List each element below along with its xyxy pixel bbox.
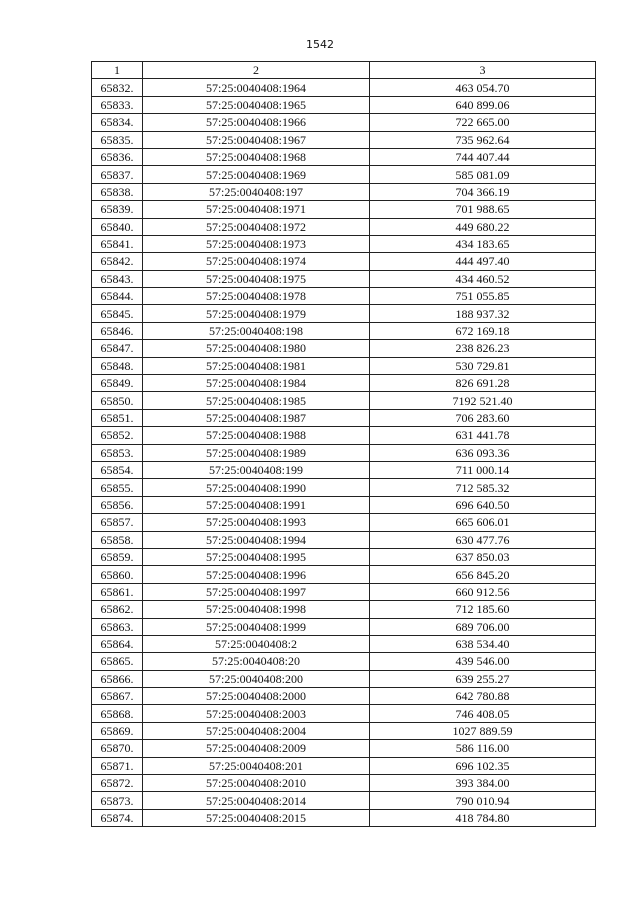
table-row (92, 809, 596, 826)
table-row (92, 322, 596, 339)
cadastral-number-cell: 57:25:0040408:1988 (143, 427, 370, 444)
value-cell: 790 010.94 (370, 792, 596, 809)
table-row (92, 635, 596, 652)
table-row (92, 375, 596, 392)
row-number-cell: 65856. (92, 496, 143, 513)
cadastral-number-cell: 57:25:0040408:1993 (143, 514, 370, 531)
cadastral-number-cell: 57:25:0040408:1980 (143, 340, 370, 357)
table-row (92, 775, 596, 792)
row-number-cell: 65849. (92, 375, 143, 392)
cadastral-number-cell: 57:25:0040408:1996 (143, 566, 370, 583)
cadastral-number-cell: 57:25:0040408:1984 (143, 375, 370, 392)
value-cell: 463 054.70 (370, 79, 596, 96)
row-number-cell: 65872. (92, 775, 143, 792)
table-row (92, 461, 596, 478)
cadastral-number-cell: 57:25:0040408:1998 (143, 601, 370, 618)
table-row (92, 496, 596, 513)
cadastral-number-cell: 57:25:0040408:1985 (143, 392, 370, 409)
value-cell: 735 962.64 (370, 131, 596, 148)
row-number-cell: 65840. (92, 218, 143, 235)
table-row (92, 148, 596, 165)
row-number-cell: 65871. (92, 757, 143, 774)
table-row (92, 653, 596, 670)
value-cell: 712 585.32 (370, 479, 596, 496)
cadastral-number-cell: 57:25:0040408:2015 (143, 809, 370, 826)
cadastral-number-cell: 57:25:0040408:1979 (143, 305, 370, 322)
value-cell: 642 780.88 (370, 688, 596, 705)
value-cell: 1027 889.59 (370, 722, 596, 739)
table-row (92, 183, 596, 200)
table-row (92, 566, 596, 583)
cadastral-number-cell: 57:25:0040408:199 (143, 461, 370, 478)
table-row (92, 392, 596, 409)
table-row (92, 409, 596, 426)
value-cell: 701 988.65 (370, 201, 596, 218)
cadastral-number-cell: 57:25:0040408:1965 (143, 96, 370, 113)
value-cell: 660 912.56 (370, 583, 596, 600)
value-cell: 704 366.19 (370, 183, 596, 200)
value-cell: 393 384.00 (370, 775, 596, 792)
cadastral-number-cell: 57:25:0040408:1987 (143, 409, 370, 426)
row-number-cell: 65836. (92, 148, 143, 165)
row-number-cell: 65853. (92, 444, 143, 461)
value-cell: 439 546.00 (370, 653, 596, 670)
row-number-cell: 65837. (92, 166, 143, 183)
row-number-cell: 65863. (92, 618, 143, 635)
cadastral-number-cell: 57:25:0040408:2004 (143, 722, 370, 739)
cadastral-number-cell: 57:25:0040408:198 (143, 322, 370, 339)
table-row (92, 444, 596, 461)
cadastral-number-cell: 57:25:0040408:2 (143, 635, 370, 652)
row-number-cell: 65862. (92, 601, 143, 618)
row-number-cell: 65859. (92, 548, 143, 565)
cadastral-number-cell: 57:25:0040408:1964 (143, 79, 370, 96)
value-cell: 656 845.20 (370, 566, 596, 583)
value-cell: 696 640.50 (370, 496, 596, 513)
row-number-cell: 65852. (92, 427, 143, 444)
row-number-cell: 65832. (92, 79, 143, 96)
table-row (92, 548, 596, 565)
cadastral-number-cell: 57:25:0040408:1994 (143, 531, 370, 548)
cadastral-number-cell: 57:25:0040408:1999 (143, 618, 370, 635)
table-row (92, 114, 596, 131)
column-header-3: 3 (370, 62, 596, 79)
cadastral-value-table (91, 61, 596, 827)
value-cell: 746 408.05 (370, 705, 596, 722)
value-cell: 744 407.44 (370, 148, 596, 165)
row-number-cell: 65842. (92, 253, 143, 270)
cadastral-number-cell: 57:25:0040408:1989 (143, 444, 370, 461)
cadastral-number-cell: 57:25:0040408:1995 (143, 548, 370, 565)
row-number-cell: 65844. (92, 288, 143, 305)
cadastral-number-cell: 57:25:0040408:1978 (143, 288, 370, 305)
row-number-cell: 65847. (92, 340, 143, 357)
cadastral-number-cell: 57:25:0040408:1971 (143, 201, 370, 218)
row-number-cell: 65858. (92, 531, 143, 548)
table-row (92, 201, 596, 218)
table-row (92, 235, 596, 252)
value-cell: 238 826.23 (370, 340, 596, 357)
table-row (92, 705, 596, 722)
cadastral-number-cell: 57:25:0040408:2009 (143, 740, 370, 757)
row-number-cell: 65869. (92, 722, 143, 739)
row-number-cell: 65861. (92, 583, 143, 600)
table-row (92, 722, 596, 739)
value-cell: 711 000.14 (370, 461, 596, 478)
cadastral-number-cell: 57:25:0040408:200 (143, 670, 370, 687)
value-cell: 585 081.09 (370, 166, 596, 183)
value-cell: 637 850.03 (370, 548, 596, 565)
row-number-cell: 65868. (92, 705, 143, 722)
value-cell: 7192 521.40 (370, 392, 596, 409)
table-row (92, 740, 596, 757)
cadastral-number-cell: 57:25:0040408:1997 (143, 583, 370, 600)
table-row (92, 757, 596, 774)
table-row (92, 479, 596, 496)
value-cell: 449 680.22 (370, 218, 596, 235)
row-number-cell: 65866. (92, 670, 143, 687)
row-number-cell: 65874. (92, 809, 143, 826)
table-row (92, 792, 596, 809)
row-number-cell: 65865. (92, 653, 143, 670)
row-number-cell: 65848. (92, 357, 143, 374)
cadastral-number-cell: 57:25:0040408:197 (143, 183, 370, 200)
row-number-cell: 65833. (92, 96, 143, 113)
value-cell: 636 093.36 (370, 444, 596, 461)
cadastral-number-cell: 57:25:0040408:2000 (143, 688, 370, 705)
table-row (92, 305, 596, 322)
table-header-row (92, 62, 596, 79)
cadastral-number-cell: 57:25:0040408:1972 (143, 218, 370, 235)
row-number-cell: 65834. (92, 114, 143, 131)
value-cell: 188 937.32 (370, 305, 596, 322)
cadastral-number-cell: 57:25:0040408:1973 (143, 235, 370, 252)
table-row (92, 688, 596, 705)
table-row (92, 218, 596, 235)
cadastral-number-cell: 57:25:0040408:1974 (143, 253, 370, 270)
value-cell: 696 102.35 (370, 757, 596, 774)
cadastral-number-cell: 57:25:0040408:1990 (143, 479, 370, 496)
value-cell: 530 729.81 (370, 357, 596, 374)
value-cell: 586 116.00 (370, 740, 596, 757)
row-number-cell: 65835. (92, 131, 143, 148)
table-row (92, 618, 596, 635)
page-number: 1542 (306, 38, 334, 51)
row-number-cell: 65846. (92, 322, 143, 339)
row-number-cell: 65870. (92, 740, 143, 757)
cadastral-number-cell: 57:25:0040408:1967 (143, 131, 370, 148)
row-number-cell: 65855. (92, 479, 143, 496)
value-cell: 826 691.28 (370, 375, 596, 392)
row-number-cell: 65850. (92, 392, 143, 409)
value-cell: 665 606.01 (370, 514, 596, 531)
cadastral-number-cell: 57:25:0040408:1991 (143, 496, 370, 513)
cadastral-number-cell: 57:25:0040408:1975 (143, 270, 370, 287)
cadastral-number-cell: 57:25:0040408:1968 (143, 148, 370, 165)
row-number-cell: 65860. (92, 566, 143, 583)
table-row (92, 670, 596, 687)
cadastral-number-cell: 57:25:0040408:1969 (143, 166, 370, 183)
row-number-cell: 65841. (92, 235, 143, 252)
value-cell: 689 706.00 (370, 618, 596, 635)
value-cell: 751 055.85 (370, 288, 596, 305)
value-cell: 631 441.78 (370, 427, 596, 444)
table-row (92, 340, 596, 357)
value-cell: 638 534.40 (370, 635, 596, 652)
row-number-cell: 65839. (92, 201, 143, 218)
row-number-cell: 65857. (92, 514, 143, 531)
table-row (92, 288, 596, 305)
table-row (92, 96, 596, 113)
cadastral-number-cell: 57:25:0040408:1966 (143, 114, 370, 131)
cadastral-number-cell: 57:25:0040408:2010 (143, 775, 370, 792)
row-number-cell: 65851. (92, 409, 143, 426)
column-header-1: 1 (92, 62, 143, 79)
value-cell: 639 255.27 (370, 670, 596, 687)
value-cell: 444 497.40 (370, 253, 596, 270)
table-row (92, 357, 596, 374)
table-row (92, 601, 596, 618)
table-body (92, 79, 596, 827)
value-cell: 630 477.76 (370, 531, 596, 548)
table-row (92, 531, 596, 548)
row-number-cell: 65838. (92, 183, 143, 200)
value-cell: 712 185.60 (370, 601, 596, 618)
value-cell: 706 283.60 (370, 409, 596, 426)
table-row (92, 253, 596, 270)
cadastral-number-cell: 57:25:0040408:2014 (143, 792, 370, 809)
row-number-cell: 65864. (92, 635, 143, 652)
table-row (92, 79, 596, 96)
table-row (92, 583, 596, 600)
row-number-cell: 65873. (92, 792, 143, 809)
row-number-cell: 65867. (92, 688, 143, 705)
column-header-2: 2 (143, 62, 370, 79)
table-row (92, 270, 596, 287)
cadastral-number-cell: 57:25:0040408:1981 (143, 357, 370, 374)
value-cell: 640 899.06 (370, 96, 596, 113)
cadastral-number-cell: 57:25:0040408:2003 (143, 705, 370, 722)
value-cell: 722 665.00 (370, 114, 596, 131)
cadastral-number-cell: 57:25:0040408:201 (143, 757, 370, 774)
table-row (92, 166, 596, 183)
table-row (92, 131, 596, 148)
value-cell: 418 784.80 (370, 809, 596, 826)
cadastral-number-cell: 57:25:0040408:20 (143, 653, 370, 670)
value-cell: 434 183.65 (370, 235, 596, 252)
value-cell: 672 169.18 (370, 322, 596, 339)
value-cell: 434 460.52 (370, 270, 596, 287)
table-row (92, 427, 596, 444)
row-number-cell: 65843. (92, 270, 143, 287)
table-row (92, 514, 596, 531)
row-number-cell: 65845. (92, 305, 143, 322)
row-number-cell: 65854. (92, 461, 143, 478)
